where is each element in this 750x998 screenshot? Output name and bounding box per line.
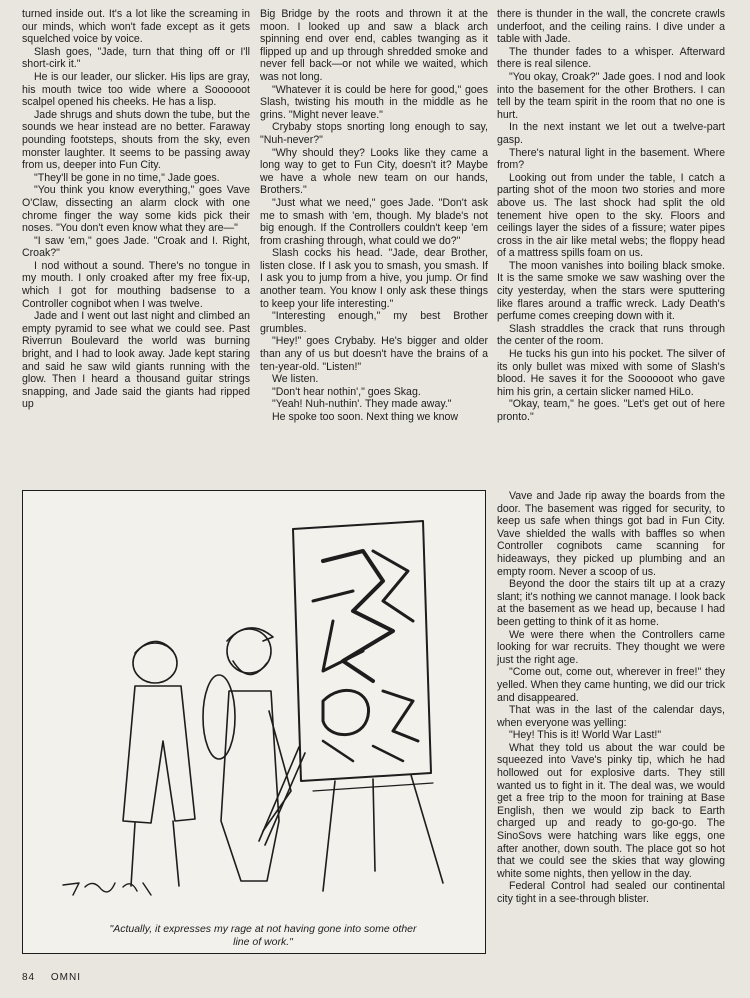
paragraph: We listen. bbox=[272, 373, 319, 386]
cartoon-caption: "Actually, it expresses my rage at not having gone into some other line of work." bbox=[109, 923, 417, 948]
paragraph: there is thunder in the wall, the concrete crawls underfoot, and the ceiling rains. I dive under a table with Jade. bbox=[497, 8, 725, 46]
paragraph: We were there when the Controllers came looking for war recruits. They thought we were just the right age. bbox=[497, 628, 725, 666]
paragraph: "Hey!" goes Crybaby. He's bigger and older than any of us but doesn't have the brains of a ten-year-old. "Listen!" bbox=[260, 335, 488, 373]
paragraph: "Interesting enough," my best Brother grumbles. bbox=[260, 310, 488, 335]
page-number: 84 bbox=[22, 972, 36, 983]
text-column-3-bottom bbox=[497, 490, 725, 906]
painting-stroke bbox=[313, 591, 363, 671]
artist-arm bbox=[263, 711, 291, 831]
artist-body bbox=[221, 691, 279, 881]
paragraph: "Just what we need," goes Jade. "Don't ask me to smash with 'em, though. My blade's not big enough. If the Controllers couldn't keep 'em from crashing through, what could we do?" bbox=[260, 196, 488, 247]
paragraph: turned inside out. It's a lot like the screaming in our minds, which won't fade except as it gets squelched voice by voice. bbox=[22, 8, 250, 46]
paragraph: There's natural light in the basement. Where from? bbox=[497, 146, 725, 172]
easel-leg-left bbox=[323, 781, 335, 891]
paragraph: Slash cocks his head. "Jade, dear Brother, listen close. If I ask you to smash, you smash. If I ask you to jump from a hive, you jump. Or find another team. You know I only ask these things to keep your life interesting." bbox=[260, 247, 488, 310]
paragraph: "Why should they? Looks like they came a long way to get to Fun City, doesn't it? Maybe we have a whole new team on our hands, Brothers." bbox=[260, 146, 488, 197]
painting-stroke bbox=[323, 741, 403, 761]
easel-leg-back bbox=[373, 779, 375, 871]
paragraph: I nod without a sound. There's no tongue in my mouth. I only croaked after my free fix-up, which I got for mouthing badsense to a Controller cognibot when I was twelve. bbox=[22, 259, 250, 310]
paragraph: That was in the last of the calendar days, when everyone was yelling: bbox=[497, 704, 725, 729]
painting-stroke bbox=[323, 551, 393, 681]
cartoon-drawing bbox=[23, 491, 485, 921]
artist-brushes bbox=[259, 747, 305, 845]
paragraph: The moon vanishes into boiling black smoke. It is the same smoke we saw washing over the city yesterday, when the stars were sputtering like flares around a traffic wreck. Lady Death's perfume comes creeping down with it. bbox=[497, 259, 725, 323]
paragraph: Slash goes, "Jade, turn that thing off or I'll short-cirk it." bbox=[22, 45, 250, 71]
paragraph: What they told us about the war could be squeezed into Vave's pinky tip, which he had hollowed out for explosive darts. They still wanted us to fight in it. The deal was, we would get a free trip to the moon for training at Base English, then we would zip back to Earth charged up and ready to go-go-go. The SinoSovs were hatching wars like eggs, one after another, down south. The place got so hot that we could see the skies that way glowing white some nights, then yellow in the day. bbox=[497, 741, 725, 880]
paragraph: "Whatever it is could be here for good," goes Slash, twisting his mouth in the middle as he grins. "Might never leave." bbox=[260, 83, 488, 121]
page-folio bbox=[22, 972, 93, 983]
artist-beret bbox=[227, 628, 273, 641]
easel-leg-right bbox=[411, 775, 443, 883]
paragraph: "I saw 'em," goes Jade. "Croak and I. Right, Croak?" bbox=[22, 234, 250, 260]
paragraph: The thunder fades to a whisper. Afterward there is real silence. bbox=[497, 45, 725, 71]
cartoon-illustration bbox=[22, 490, 486, 954]
signature-scribble bbox=[63, 883, 151, 895]
text-column-1 bbox=[22, 8, 250, 411]
paragraph: He spoke too soon. Next thing we know bbox=[272, 411, 459, 423]
paragraph: Crybaby stops snorting long enough to say, "Nuh-never?" bbox=[260, 121, 488, 146]
paragraph: Looking out from under the table, I catch a parting shot of the moon two stories and more above us. The last shock had split the old tenement hive open to the sky. Floors and ceilings layer the sides of a fissure; water pipes cross in the air like metal webs; the floppy head of a mattress spills foam on us. bbox=[497, 171, 725, 260]
visitor-body bbox=[123, 686, 195, 823]
paragraph: "Come out, come out, wherever in free!" they yelled. When they came hunting, we did our trick and disappeared. bbox=[497, 666, 725, 704]
paragraph: "Yeah! Nuh-nuthin'. They made away." bbox=[272, 398, 452, 411]
magazine-name: OMNI bbox=[50, 972, 82, 983]
visitor-legs bbox=[131, 821, 179, 886]
paragraph: "They'll be gone in no time," Jade goes. bbox=[34, 171, 220, 184]
paragraph: In the next instant we let out a twelve-part gasp. bbox=[497, 121, 725, 146]
paragraph: Vave and Jade rip away the boards from the door. The basement was rigged for security, to keep us safe when things got bad in Fun City. Vave shielded the walls with baffles so when Controller cognibots came scanning for hideaways, they picked up plumbing and an empty room. Never a scoop of us. bbox=[497, 490, 725, 578]
paragraph: "Hey! This is it! World War Last!" bbox=[509, 729, 662, 742]
paragraph: Jade and I went out last night and climbed an empty pyramid to see what we could see. Past Riverrun Boulevard the world was burning bright, and I had to look away. Jade kept staring and said he saw wild giants running with the glow. Then I heard a thousand guitar strings snapping, and Jade said the giants had ripped up bbox=[22, 310, 250, 411]
paragraph: Jade shrugs and shuts down the tube, but the sounds we hear instead are no better. Faraway pounding footsteps, shouts from the sky, even monster laughter. It seems to be passing away from us, deeper into Fun City. bbox=[22, 108, 250, 172]
paragraph: "You okay, Croak?" Jade goes. I nod and look into the basement for the other Brothers. I can tell by the team spirit in the room that no one is hurt. bbox=[497, 70, 725, 121]
paragraph: "You think you know everything," goes Vave O'Claw, dissecting an alarm clock with one chrome finger the way some kids pick their noses. "You don't even know what they are—" bbox=[22, 184, 250, 235]
paragraph: "Don't hear nothin'," goes Skag. bbox=[272, 385, 421, 398]
text-column-3-top bbox=[497, 8, 725, 424]
paragraph: "Okay, team," he goes. "Let's get out of here pronto." bbox=[497, 398, 725, 423]
text-column-2 bbox=[260, 8, 488, 424]
paragraph: He is our leader, our slicker. His lips are gray, his mouth twice too wide where a Soooooot scalpel opened his cheeks. He has a lisp. bbox=[22, 70, 250, 109]
painting-stroke bbox=[323, 690, 369, 734]
palette bbox=[203, 675, 235, 759]
paragraph: He tucks his gun into his pocket. The silver of its only bullet was mixed with some of Slash's blood. He saves it for the Soooooot who gave him his grin, a certain slicker named HiLo. bbox=[497, 348, 725, 398]
painting-stroke bbox=[383, 691, 418, 741]
paragraph: Slash straddles the crack that runs through the center of the room. bbox=[497, 322, 725, 348]
paragraph: Beyond the door the stairs tilt up at a crazy slant; it's nothing we cannot manage. I look back at the basement as we head up, because I had been getting to think of it as home. bbox=[497, 578, 725, 628]
paragraph: Federal Control had sealed our continental city tight in a see-through blister. bbox=[497, 880, 725, 905]
paragraph: Big Bridge by the roots and thrown it at the moon. I looked up and saw a black arch spinning end over end, cables twanging as it flipped up and up through shredded smoke and never fell back—or not while we waited, which was not long. bbox=[260, 8, 488, 83]
